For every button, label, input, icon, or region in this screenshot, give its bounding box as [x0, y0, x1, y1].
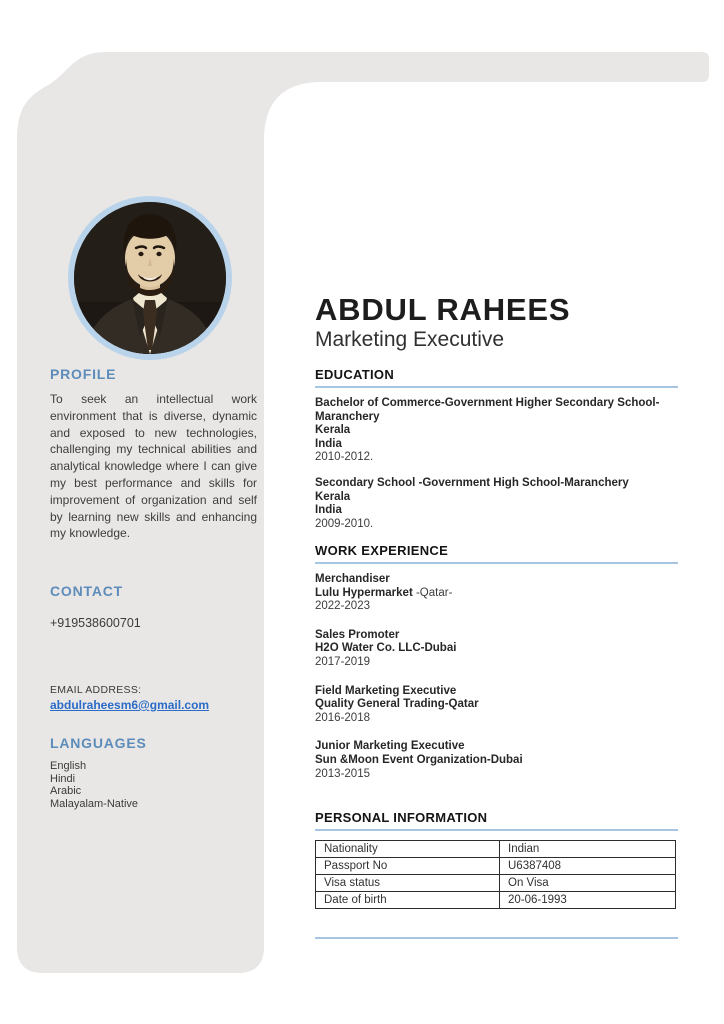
education-region: Kerala [315, 424, 351, 437]
profile-photo [68, 196, 232, 360]
education-entry [315, 477, 678, 531]
work-role: Merchandiser [315, 573, 390, 585]
work-role: Sales Promoter [315, 628, 400, 641]
work-years: 2017-2019 [315, 655, 370, 668]
phone-number: +919538600701 [50, 616, 141, 630]
email-label: EMAIL ADDRESS: [50, 684, 142, 696]
email-link[interactable]: abdulraheesm6@gmail.com [50, 698, 210, 712]
education-region: Kerala [315, 490, 351, 503]
person-job-title: Marketing Executive [315, 328, 505, 351]
contact-heading: CONTACT [50, 583, 123, 599]
info-label: Visa status [316, 875, 500, 892]
work-role: Junior Marketing Executive [315, 740, 465, 753]
work-years: 2016-2018 [315, 711, 370, 724]
education-years: 2009-2010. [315, 517, 374, 530]
education-school: Secondary School -Government High School-Maranchery [315, 476, 629, 489]
info-label: Date of birth [316, 892, 500, 909]
work-company: Lulu Hypermarket [315, 586, 413, 599]
table-row [316, 892, 676, 909]
info-value: 20-06-1993 [500, 892, 676, 909]
language-item: English [50, 760, 87, 772]
profile-heading: PROFILE [50, 366, 117, 382]
education-country: India [315, 504, 342, 517]
education-entry [315, 397, 678, 465]
work-company-line [315, 587, 678, 601]
work-experience-heading: WORK EXPERIENCE [315, 543, 678, 564]
info-label: Passport No [316, 858, 500, 875]
person-portrait [74, 202, 226, 354]
person-name: ABDUL RAHEES [315, 292, 571, 327]
table-row [316, 841, 676, 858]
work-entry [315, 740, 678, 781]
work-entry [315, 573, 678, 614]
work-company-line [315, 754, 678, 768]
work-entry [315, 629, 678, 670]
table-row [316, 875, 676, 892]
work-role: Field Marketing Executive [315, 684, 457, 697]
work-company: H2O Water Co. LLC-Dubai [315, 642, 457, 655]
work-company-line [315, 698, 678, 712]
languages-heading: LANGUAGES [50, 735, 147, 751]
info-value: U6387408 [500, 858, 676, 875]
language-item: Arabic [50, 785, 82, 798]
education-heading: EDUCATION [315, 367, 678, 388]
work-years: 2022-2023 [315, 600, 370, 613]
language-item: Hindi [50, 772, 76, 785]
education-section [315, 367, 678, 543]
education-school: Bachelor of Commerce-Government Higher Secondary School-Maranchery [315, 397, 660, 423]
profile-section [50, 366, 257, 542]
work-experience-section [315, 543, 678, 796]
personal-information-section [315, 810, 678, 909]
languages-section [50, 735, 257, 810]
work-company-line [315, 642, 678, 656]
section-divider-rule [315, 937, 678, 939]
education-country: India [315, 437, 342, 450]
work-entry [315, 685, 678, 726]
work-company: Sun &Moon Event Organization-Dubai [315, 753, 523, 766]
personal-information-heading: PERSONAL INFORMATION [315, 810, 678, 831]
work-years: 2013-2015 [315, 767, 370, 780]
info-value: Indian [500, 841, 676, 858]
languages-list [50, 760, 257, 810]
contact-section [50, 583, 257, 714]
name-block [315, 293, 678, 352]
education-years: 2010-2012. [315, 451, 374, 464]
work-company: Quality General Trading-Qatar [315, 698, 479, 711]
table-row [316, 858, 676, 875]
personal-information-table [315, 840, 676, 909]
info-label: Nationality [316, 841, 500, 858]
info-value: On Visa [500, 875, 676, 892]
work-company-location: -Qatar- [412, 586, 453, 599]
language-item: Malayalam-Native [50, 797, 139, 810]
profile-text: To seek an intellectual work environment that is diverse, dynamic and exposed to new technologies, challenging my technical abilities and analytical knowledge where I can give my best performance and skills for improvement of organization and self by learning new skills and enhancing my knowledge. [50, 392, 257, 541]
